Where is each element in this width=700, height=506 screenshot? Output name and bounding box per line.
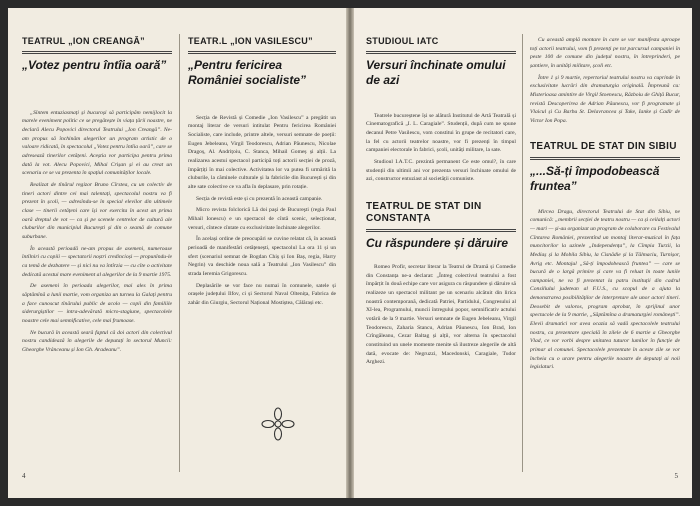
section-rule xyxy=(366,51,516,54)
right-page xyxy=(354,8,692,498)
column-divider xyxy=(522,34,523,472)
section-rule xyxy=(22,51,172,54)
page-number: 4 xyxy=(22,472,26,480)
headline: „Votez pentru întîia oară” xyxy=(22,57,167,72)
paragraph: În această perioadă ne-am propus de asemeni, numeroase întîlniri cu copiii — spectatorii noștri credincioși — propunîndu-le ca temă de dezbatere — și nici nu va întîrzia — cu cîte o activitate dedicată acestui mare eveniment al alegerilor de la 9 martie 1975. xyxy=(22,245,172,278)
paragraph: Romeo Profir, secretar literar la Teatrul de Dramă și Comedie din Constanța ne-a declarat: „Întreg colectivul teatrului a fost împărțit în două echipe care vor asigura cu răspundere și dăruire să realizeze un spectacol militant pe un scenariu alcătuit din lirica noastră contemporană, dedicată Patriei, Partidului, Congresului al XI-lea, Programului, muncii întregului popor, semnificativ actului votării de la 9 martie. Versuri semnate de Eugen Jebeleanu, Virgil Teodorescu, Zaharia Stancu, Adrian Păunescu, Ion Brad, Ion Crîngăleanu, Cezar Baltag și alții, vor alterna în spectacolul constituind un unele momente menite să ilustreze alegerile de altă dată, evocate de: Negruzzi, Macedonski, Caragiale, Tudor Arghezi. xyxy=(366,264,516,366)
book-gutter xyxy=(346,8,354,498)
headline: „Pentru fericirea României socialiste” xyxy=(188,57,307,87)
paragraph: Secția de revistă este și cu prezentă în această campanie. xyxy=(196,195,323,202)
paragraph: Mircea Dragu, directorul Teatrului de Stat din Sibiu, ne comunică: „membrii secției de teatru nostru — ca și ceilalți actori — mari — și-au organizat un program de colaborare cu Festivalul Cîntarea României, prezentînd un montaj literar-muzical în fața muncitorilor la uzinele „Independența”, la Cîmpia Turzii, la Mediaș și la Mobila Sibiu, la Cisnădie și la Tălmaciu, Turnișor, Avrig etc. Montajul „Să-ți împodobească fruntea” — care se bucură de o largă primire și care va fi reluat în toate lunile campaniei, ne va fi prezentat la patru instituții din cadrul Consiliului judetean al F.U.S., cu scopul de a ajuta la demonstrarea posibilităților de interpretare ale unor actori tineri. Deosebit de valoros, program aprobat, în sprijinul unor spectacole de la 9 martie, „Săptămîna a dramaturgiei românești”. Elevii dramatici vor avea ocazia să vadă spectacolele teatrului nostru, ca prezentare specială în zilele de 6 martie a Gheorghe Vlad, ce vor vorbi despre unitatea tuturor lumilor în funcție de primar al comunei. Spectacolele prezentate în aceste zile se vor încheia cu o urare pentru alegerile noastre de deputați ai noii legislaturi. xyxy=(530,208,680,371)
paragraph: În același ordine de preocupări se cuvine relatat că, în această perioadă de manifestări cetățenești, spectacolul La ora 11 și un sfert (scenariul semnat de Bogdan Chiș și Ion Baș, regia, Harry Negrin) va deschide noua sală a Teatrului „Ion Vasilescu” din strada Ieremia Grigorescu. xyxy=(188,236,336,277)
column-divider xyxy=(179,34,180,472)
right-column-iatc-constanta xyxy=(366,36,516,498)
right-column-sibiu xyxy=(530,36,680,498)
left-page xyxy=(8,8,346,498)
page-number: 5 xyxy=(674,472,678,480)
section-title: STUDIOUL IATC xyxy=(366,36,439,46)
section-title: TEATRUL „ION CREANGĂ” xyxy=(22,36,145,46)
section-rule xyxy=(366,229,516,232)
paragraph: Micro revista folclorică Lă doi paşi de Bucureşti (regia Paul Mihail Ionescu) e un spectacol de cîntă scenic, selecționat, versuri, cîntece cîntate cu exclusivitate închinate alegerilor. xyxy=(188,207,336,231)
headline: „...Să-ți împodobească fruntea” xyxy=(530,163,660,193)
section-rule xyxy=(188,51,336,54)
paragraph: Studioul I.A.T.C. prezintă permanent Ce este omul?, în care studenții din ultimii ani vor prezenta versuri închinate omului de azi, constructor entuziast al societății comuniste. xyxy=(366,159,516,183)
headline: Cu răspundere și dăruire xyxy=(366,236,509,251)
paragraph: Realizat de tînărul regizor Bruno Cîrstea, cu un colectiv de tineri actori dintre cei mai talentați, spectacolul nostru va fi prezent în școli, — adresîndu-se în special elevilor din ultimele clase — tinerii cetățeni care își vor exercita în acest an prima oară dreptul de vot — ca și pe scenele centrelor de cultură ale cluburilor din municipiul București și din o seamă de comune suburbane. xyxy=(22,182,172,240)
section-title: TEATRUL DE STAT DIN CONSTANȚA xyxy=(366,201,482,225)
paragraph: Cu această amplă montare în care se vor manifesta aproape toți actorii teatrului, vom fi prezenți pe tot parcursul campaniei în peste 100 de comune din județul nostru, în întreprinderi, pe șantiere, în unități militare, școli etc. xyxy=(530,37,680,69)
paragraph: Între 1 și 9 martie, repertoriul teatrului nostru va cuprinde în exclusivitate lucrări din dramaturgia originală. Împreună cu: Misterioasa amintire de Virgil Stoenescu, Războiu de Ghiță Bucur, revistă Descoperirea de Adrian Păunescu, vor fi programate și Vlaicul și Cu Barbu St. Delavrancea și Take, Ianke și Cadîr de Victor Ion Popa. xyxy=(530,74,680,124)
paragraph: „Sîntem entuziasmați și bucuroși să participăm nemijlocit la marele eveniment politic ce se pregătește în viața țării noastre, ne declară Alecu Popovici directorul Teatrului „Ion Creangă”. Ne-am propus să închinăm alegerilor un program artistic de o valoare ridicată, în spectacolul „Votez pentru întîia oară”, care se adresează tinerilor cetățeni. Aceștia vor participa pentru prima dată la vot. Alecu Popovici, Mihai Crișan și ei au creat un scenariu ce se va prezenta în spațiul comunităților locale. xyxy=(22,109,172,177)
headline: Versuri închinate omului de azi xyxy=(366,57,506,87)
left-column-ion-creanga xyxy=(22,36,172,498)
paragraph: Ne bucură în această seară faptul că doi actori din colectivul nostru candidează în alegerile de deputați în sectorul Muncii: Gheorghe Vrânceanu și Ion Gh. Aradeanu”. xyxy=(22,329,172,353)
paragraph: De asemeni în perioada alegerilor, mai ales în prima săptămînă a lunii martie, vom organiza un turneu la Galați pentru a face cunoscut tînărului public de acolo — copii din familiile siderurgiștilor — intra-adevărată micro-stagiune, spectacolele noastre cele mai semnificative, cele mai frumoase. xyxy=(22,283,172,324)
paragraph: Deplasările se vor face nu numai în comunele, satele și orașele județului Ilfov, ci și Sectorul Naval Oltenița, Fabrica de zahăr din Giurgiu, Sectorul Național Mostiștea, Călărași etc. xyxy=(188,282,336,306)
section-rule xyxy=(530,157,680,160)
section-title: TEATR.L „ION VASILESCU” xyxy=(188,36,313,46)
paragraph: Teatrele bucureștene își se alătură Institutul de Artă Teatrală și Cinematografică „I. L. Caragiale”. Studenții, după cum ne spune decanul Petre Vasilescu, vom constitui în grupe de recitatori care, la fel cu actorii teatrelor noastre, vor fi prezenți în timpul campaniei electorale în fabrici, școli, unități militare, la sate. xyxy=(366,112,516,154)
section-title: TEATRUL DE STAT DIN SIBIU xyxy=(530,140,677,152)
paragraph: Secția de Revistă și Comedie „Ion Vasilescu” a pregătit un montaj literar de versuri intitulat Pentru fericirea României Socialiste, care include, printre altele, versuri semnate de poeții: Eugen Jebeleanu, Virgil Teodorescu, Adrian Păunescu, Nicolae Dragoș, Al. Andrițoiu, C. Stanca, Mihail Gomeș și alții. La realizarea acestui spectacol participă toți actorii secției de proză, împărțiți în mai colective. Activitatea lor va putea fi urmărită la cluburile, la căminele culturale și la fabricile din București și din alte sate colective ce va afla în deplasare, prin rotație. xyxy=(188,114,336,191)
floral-ornament-icon xyxy=(260,406,296,442)
